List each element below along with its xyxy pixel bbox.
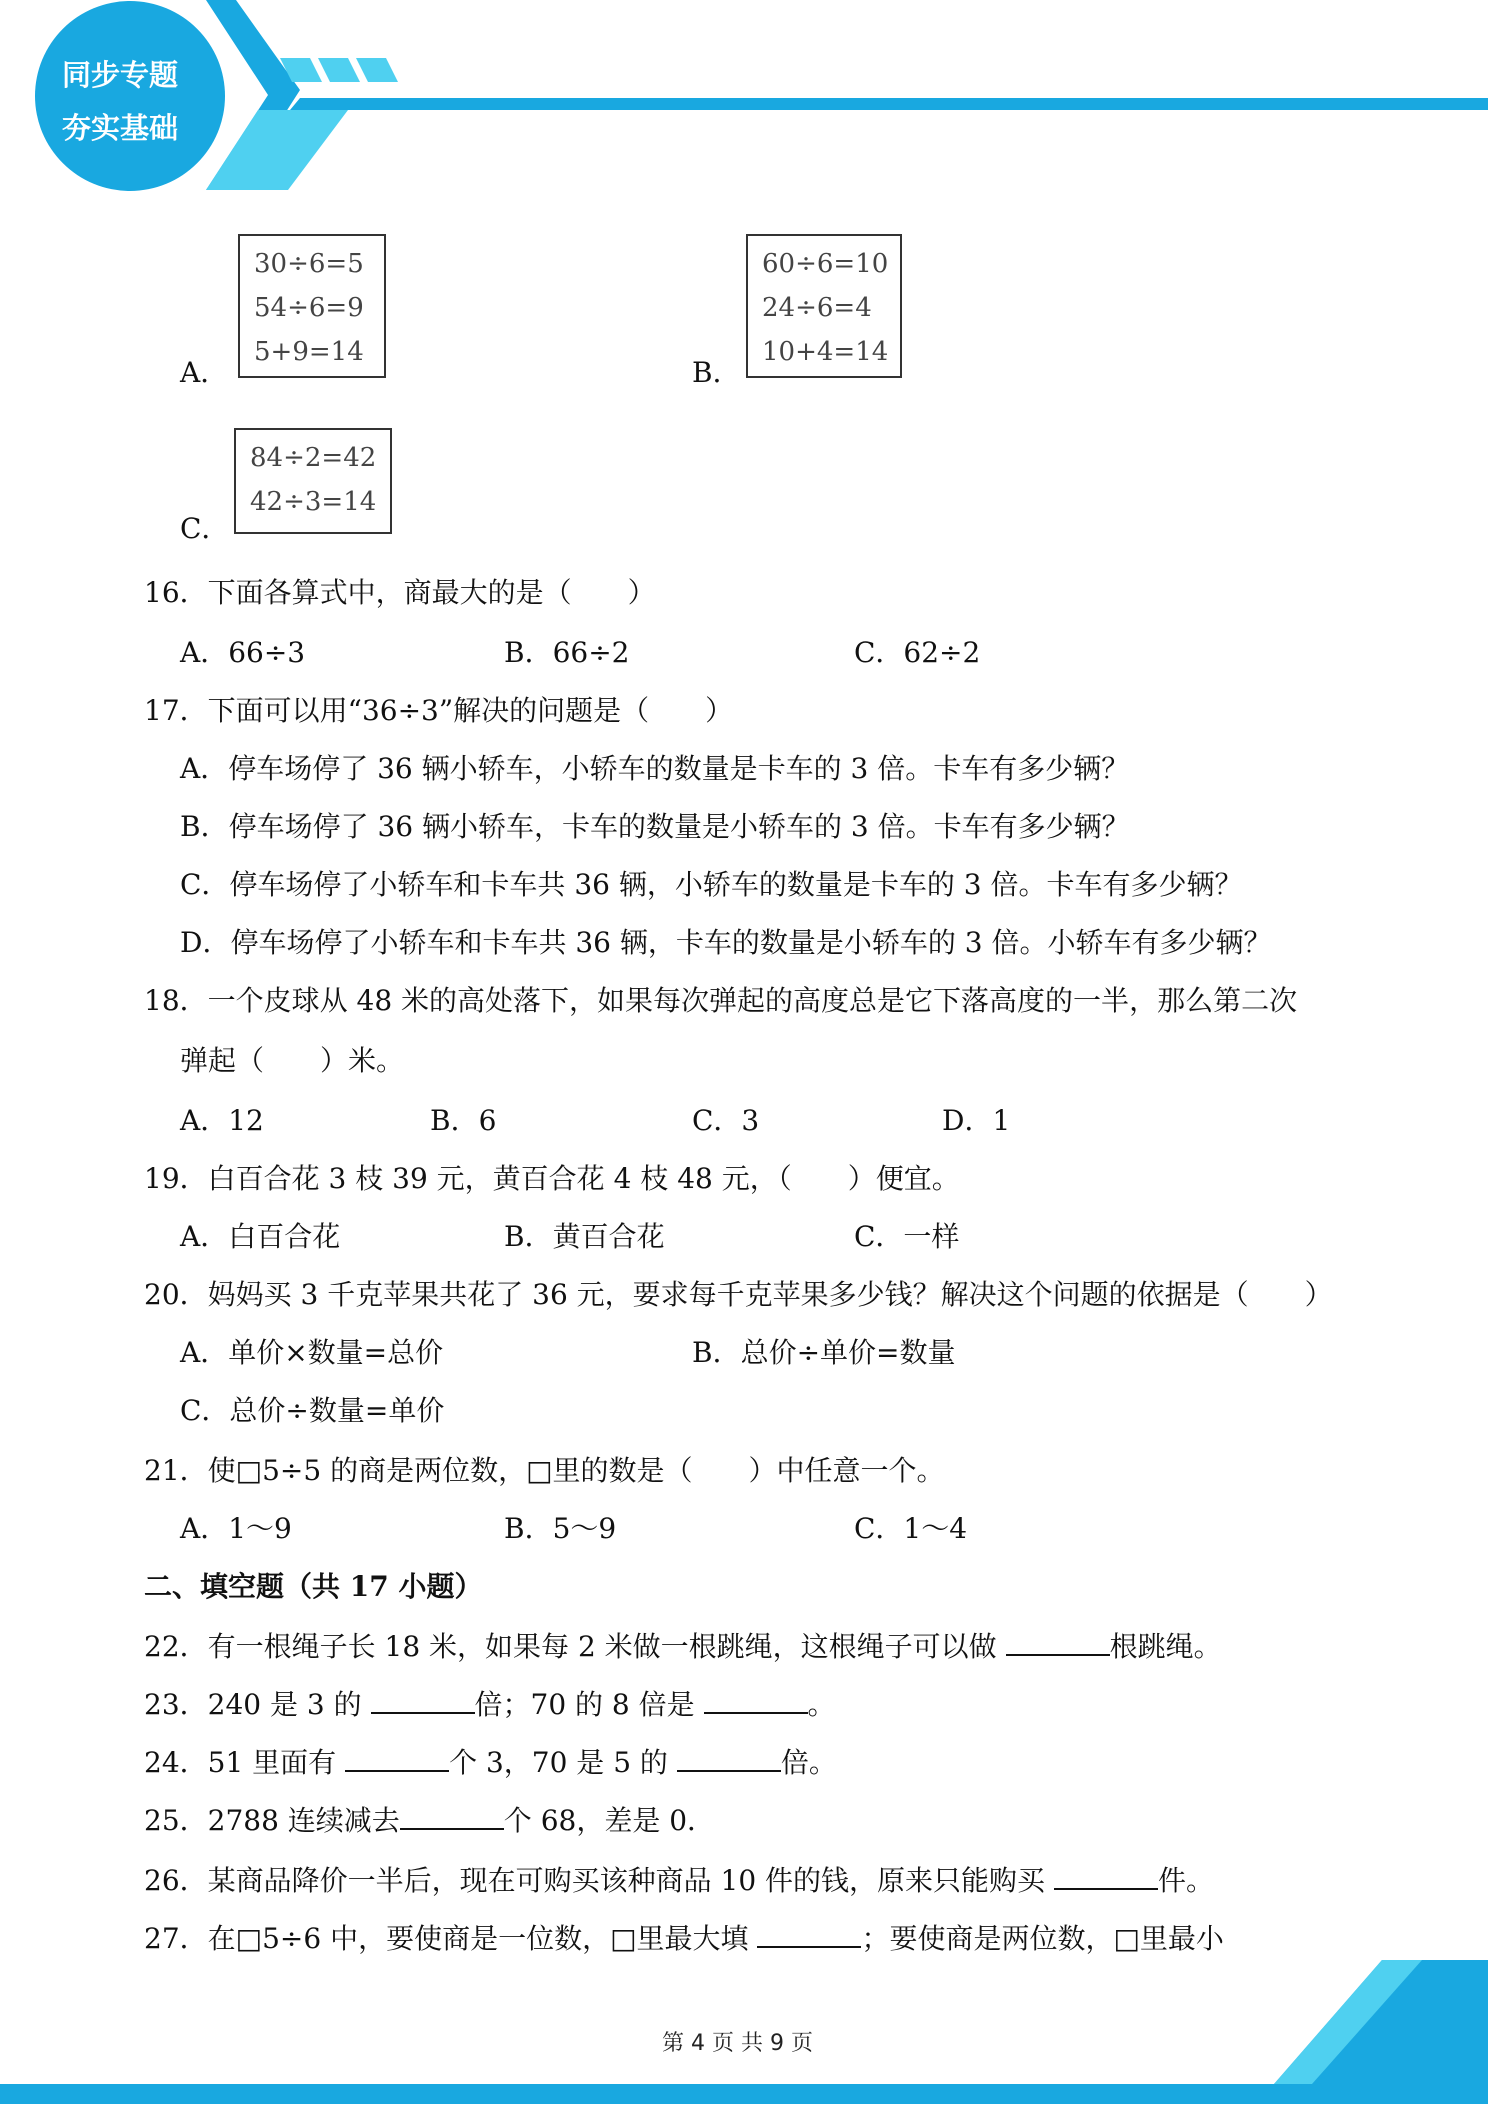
q15-option-a-box (238, 234, 386, 378)
q15-option-b-box (746, 234, 902, 378)
q16-option-c: C．62÷2 (854, 636, 981, 669)
answer-blank[interactable] (345, 1746, 449, 1772)
equation: 24÷6=4 (762, 293, 872, 323)
equation: 84÷2=42 (250, 443, 377, 473)
q24-text-mid: 个 3，70 是 5 的 (449, 1746, 677, 1779)
q23-text-mid: 倍；70 的 8 倍是 (474, 1688, 704, 1721)
answer-blank[interactable] (371, 1688, 475, 1714)
badge-line-2: 夯实基础 (62, 111, 179, 145)
equation: 60÷6=10 (762, 249, 889, 279)
header-decoration (0, 0, 1488, 200)
page-number: 第 4 页 共 9 页 (662, 2031, 813, 2056)
q18-option-d: D．1 (942, 1104, 1011, 1137)
q16-stem: 16．下面各算式中，商最大的是（ ） (144, 576, 656, 609)
q18-stem-line-2: 弹起（ ）米。 (180, 1044, 405, 1077)
q25-text-end: 个 68，差是 0． (503, 1804, 716, 1837)
q20-option-a: A．单价×数量=总价 (180, 1336, 444, 1369)
q20-option-b: B．总价÷单价=数量 (692, 1336, 956, 1369)
q19-option-b: B．黄百合花 (504, 1220, 665, 1253)
equation: 5+9=14 (254, 337, 364, 367)
q19-stem: 19．白百合花 3 枝 39 元，黄百合花 4 枝 48 元，（ ）便宜。 (144, 1162, 960, 1195)
q18-option-c: C．3 (692, 1104, 760, 1137)
q19-option-c: C．一样 (854, 1220, 960, 1253)
q15-option-c-box (234, 428, 392, 534)
section-title: 二、填空题（共 17 小题） (144, 1570, 483, 1603)
q17-option-a: A．停车场停了 36 辆小轿车，小轿车的数量是卡车的 3 倍。卡车有多少辆？ (180, 752, 1130, 785)
q15-option-c-label: C． (180, 512, 230, 545)
q22 (144, 1630, 1222, 1664)
q16-option-b: B．66÷2 (504, 636, 630, 669)
q26 (144, 1864, 1214, 1898)
answer-blank[interactable] (400, 1804, 504, 1830)
q26-text-end: 件。 (1157, 1864, 1214, 1897)
q17-stem: 17．下面可以用“36÷3”解决的问题是（ ） (144, 694, 734, 727)
q23-text: 23．240 是 3 的 (144, 1688, 371, 1721)
equation: 10+4=14 (762, 337, 889, 367)
answer-blank[interactable] (1054, 1864, 1158, 1890)
q21-option-c: C．1～4 (854, 1512, 968, 1545)
q23 (144, 1688, 836, 1722)
answer-blank[interactable] (677, 1746, 781, 1772)
q15-option-a-label: A． (180, 356, 229, 389)
q23-text-end: 。 (807, 1688, 836, 1721)
q17-option-d: D．停车场停了小轿车和卡车共 36 辆，卡车的数量是小轿车的 3 倍。小轿车有多少辆？ (180, 926, 1272, 959)
badge-line-1: 同步专题 (62, 58, 179, 92)
q22-text: 22．有一根绳子长 18 米，如果每 2 米做一根跳绳，这根绳子可以做 (144, 1630, 1006, 1663)
q18-stem-line-1: 18．一个皮球从 48 米的高处落下，如果每次弹起的高度总是它下落高度的一半，那么第二次 (144, 984, 1298, 1017)
q20-stem: 20．妈妈买 3 千克苹果共花了 36 元，要求每千克苹果多少钱？解决这个问题的依据是（ ） (144, 1278, 1333, 1311)
q24-text-end: 倍。 (780, 1746, 837, 1779)
q21-stem: 21．使□5÷5 的商是两位数，□里的数是（ ）中任意一个。 (144, 1454, 945, 1487)
equation: 54÷6=9 (254, 293, 364, 323)
q25-text: 25．2788 连续减去 (144, 1804, 400, 1837)
q17-option-c: C．停车场停了小轿车和卡车共 36 辆，小轿车的数量是卡车的 3 倍。卡车有多少辆？ (180, 868, 1243, 901)
q18-option-b: B．6 (430, 1104, 497, 1137)
q20-option-c: C．总价÷数量=单价 (180, 1394, 445, 1427)
answer-blank[interactable] (704, 1688, 808, 1714)
answer-blank[interactable] (1006, 1630, 1110, 1656)
q15-option-b-label: B． (692, 356, 741, 389)
equation: 30÷6=5 (254, 249, 364, 279)
q21-option-b: B．5～9 (504, 1512, 617, 1545)
equation: 42÷3=14 (250, 487, 377, 517)
q17-option-b: B．停车场停了 36 辆小轿车，卡车的数量是小轿车的 3 倍。卡车有多少辆？ (180, 810, 1130, 843)
q27-text: 27．在□5÷6 中，要使商是一位数，□里最大填 (144, 1922, 758, 1955)
q22-text-end: 根跳绳。 (1109, 1630, 1222, 1663)
q27-text-end: ；要使商是两位数，□里最小 (861, 1922, 1224, 1955)
q19-option-a: A．白百合花 (180, 1220, 341, 1253)
q25 (144, 1804, 715, 1838)
q24 (144, 1746, 837, 1780)
answer-blank[interactable] (757, 1922, 861, 1948)
q24-text: 24．51 里面有 (144, 1746, 346, 1779)
q26-text: 26．某商品降价一半后，现在可购买该种商品 10 件的钱，原来只能购买 (144, 1864, 1054, 1897)
q16-option-a: A．66÷3 (180, 636, 306, 669)
q27 (144, 1922, 1224, 1956)
q18-option-a: A．12 (180, 1104, 264, 1137)
q21-option-a: A．1～9 (180, 1512, 292, 1545)
